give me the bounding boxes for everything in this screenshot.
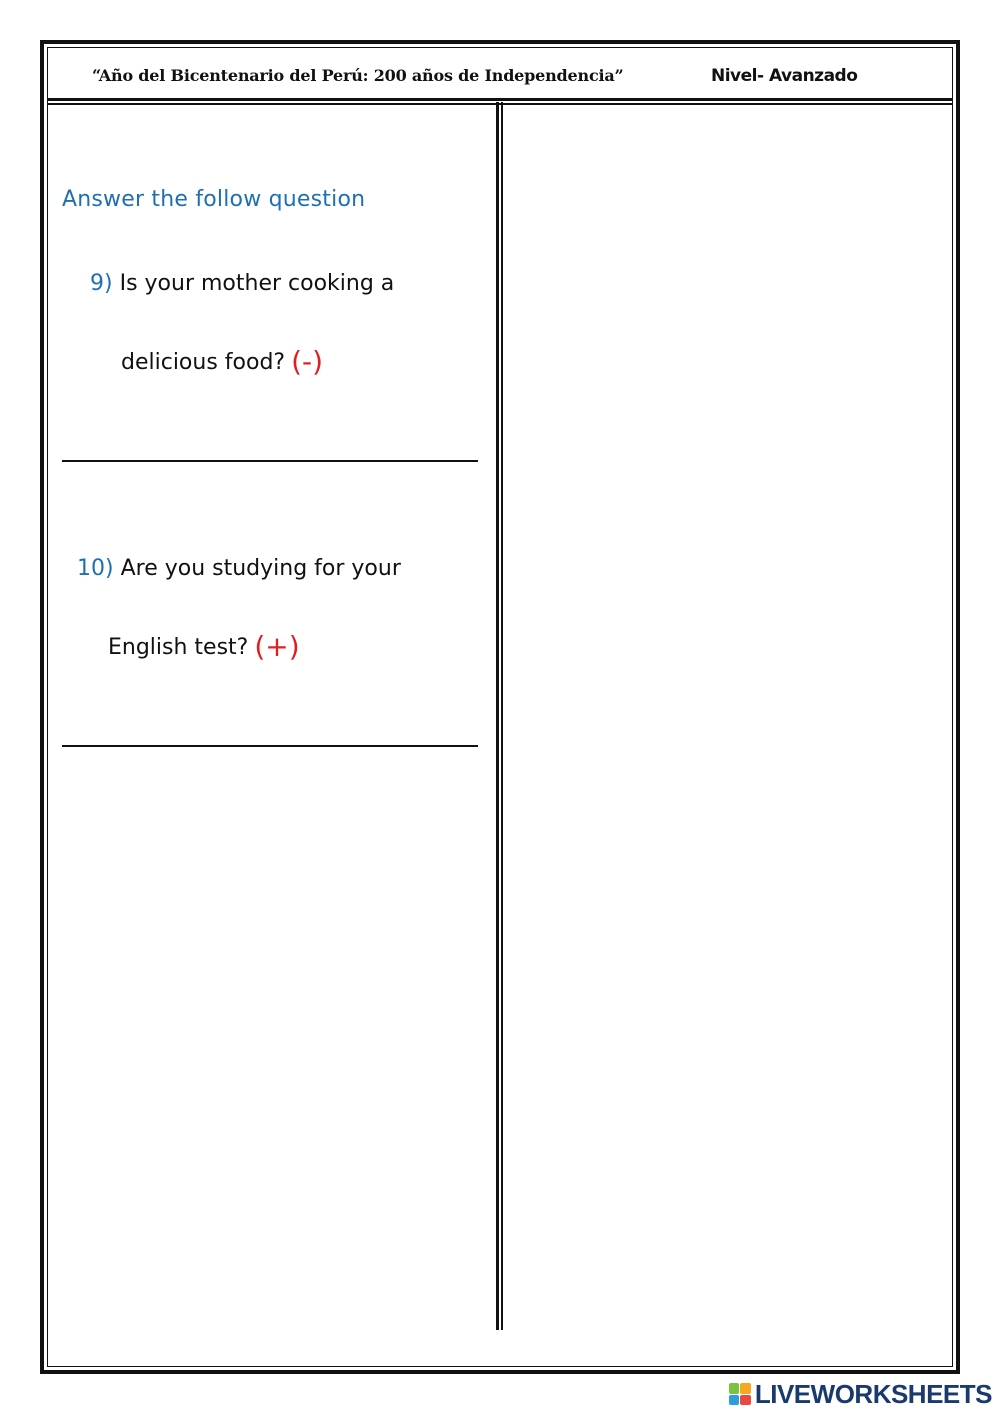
column-divider-thin bbox=[501, 102, 503, 1330]
question-10-number: 10) bbox=[77, 556, 114, 581]
header-divider-thin bbox=[47, 103, 953, 105]
question-9-text-1: Is your mother cooking a bbox=[119, 271, 395, 296]
question-10-text-2: English test? bbox=[108, 635, 249, 660]
page-border-inner bbox=[47, 47, 953, 1367]
instruction-text: Answer the follow question bbox=[62, 187, 366, 212]
question-9-text-2: delicious food? bbox=[121, 350, 286, 375]
answer-field-10[interactable] bbox=[62, 745, 478, 747]
header-title: “Año del Bicentenario del Perú: 200 años de Independencia” bbox=[92, 66, 624, 85]
question-9-line-1 bbox=[90, 271, 394, 296]
question-10-line-1 bbox=[77, 556, 401, 581]
question-9-line-2 bbox=[121, 343, 323, 376]
brand-name: LIVEWORKSHEETS bbox=[754, 1378, 992, 1409]
question-9-sign: (-) bbox=[291, 345, 324, 378]
footer-brand bbox=[729, 1380, 992, 1408]
question-10-sign: (+) bbox=[254, 630, 300, 663]
question-10-text-1: Are you studying for your bbox=[120, 556, 401, 581]
liveworksheets-logo-icon bbox=[729, 1383, 751, 1405]
question-9-number: 9) bbox=[90, 271, 113, 296]
header-divider bbox=[47, 98, 953, 101]
answer-field-9[interactable] bbox=[62, 460, 478, 462]
question-10-line-2 bbox=[108, 628, 300, 661]
header-level: Nivel- Avanzado bbox=[711, 66, 858, 86]
column-divider bbox=[496, 102, 499, 1330]
